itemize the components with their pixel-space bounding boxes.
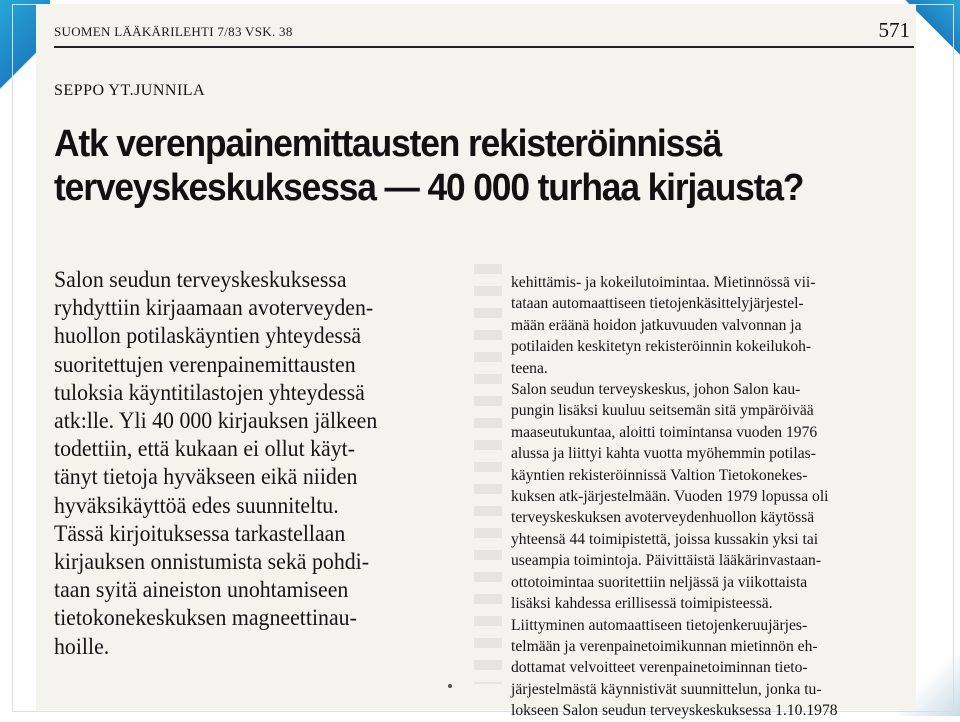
journal-header: SUOMEN LÄÄKÄRILEHTI 7/83 VSK. 38 bbox=[54, 24, 293, 39]
body-line: ottotoimintaa suoritettiin neljässä ja viikottaista bbox=[511, 573, 808, 591]
lead-line: kirjauksen onnistumista sekä pohdi- bbox=[54, 549, 370, 576]
body-line: useampia toimintoja. Päivittäistä lääkärinvastaan- bbox=[511, 552, 822, 570]
lead-line: atk:lle. Yli 40 000 kirjauksen jälkeen bbox=[54, 408, 378, 435]
body-line: dottamat velvoitteet verenpainetoiminnan tieto- bbox=[511, 659, 808, 677]
lead-line: todettiin, että kukaan ei ollut käyt- bbox=[54, 436, 356, 463]
body-line: teena. bbox=[511, 359, 548, 377]
lead-line: hyväksikäyttöä edes suunniteltu. bbox=[54, 492, 339, 519]
body-line: yhteensä 44 toimipistettä, joissa kussakin yksi tai bbox=[511, 530, 819, 548]
lead-line: tietokonekeskuksen magneettinau- bbox=[54, 605, 357, 632]
body-line: terveyskeskuksen avoterveydenhuollon käytössä bbox=[511, 509, 815, 527]
body-line: kuksen atk-järjestelmään. Vuoden 1979 lopussa oli bbox=[511, 488, 829, 506]
body-line: pungin lisäksi kuuluu seitsemän sitä ympäröivää bbox=[511, 402, 814, 420]
article-author: SEPPO YT.JUNNILA bbox=[54, 82, 206, 99]
title-line: terveyskeskuksessa — 40 000 turhaa kirjausta? bbox=[54, 167, 804, 209]
bleed-through-text bbox=[474, 264, 502, 684]
lead-line: Tässä kirjoituksessa tarkastellaan bbox=[54, 520, 346, 547]
scan-speck bbox=[448, 684, 452, 688]
page-number: 571 bbox=[878, 18, 910, 42]
lead-line: taan syitä aineiston unohtamiseen bbox=[54, 577, 349, 604]
body-line: potilaiden keskitetyn rekisteröinnin kokeilukoh- bbox=[511, 338, 812, 356]
body-line: lisäksi kahdessa erillisessä toimipisteessä. bbox=[511, 595, 773, 613]
body-line: Liittyminen automaattiseen tietojenkeruujärjes- bbox=[511, 616, 808, 634]
lead-line: tuloksia käyntitilastojen yhteydessä bbox=[54, 379, 365, 406]
lead-line: tänyt tietoja hyväkseen eikä niiden bbox=[54, 464, 358, 491]
article-body-column bbox=[511, 272, 911, 722]
scanned-article-page bbox=[36, 4, 916, 720]
article-lead bbox=[54, 266, 445, 661]
title-line: Atk verenpainemittausten rekisteröinnissä bbox=[54, 123, 722, 165]
article-title bbox=[54, 122, 854, 210]
body-line: kehittämis- ja kokeilutoimintaa. Mietinnössä vii- bbox=[511, 274, 816, 291]
lead-line: hoille. bbox=[54, 633, 110, 660]
body-line: alussa ja liittyi kahta vuotta myöhemmin potilas- bbox=[511, 445, 816, 463]
body-line: mään eräänä hoidon jatkuvuuden valvonnan ja bbox=[511, 316, 802, 334]
body-line: tataan automaattiseen tietojenkäsittelyjärjestel- bbox=[511, 295, 804, 313]
body-line: Salon seudun terveyskeskus, johon Salon kau- bbox=[511, 381, 801, 399]
lead-line: Salon seudun terveyskeskuksessa bbox=[54, 267, 347, 293]
body-line: telmään ja verenpainetoimikunnan mietinnön eh- bbox=[511, 637, 818, 655]
body-line: lokseen Salon seudun terveyskeskuksessa 1.10.1978 bbox=[511, 702, 838, 720]
lead-line: huollon potilaskäyntien yhteydessä bbox=[54, 323, 362, 350]
body-line: järjestelmästä käynnistivät suunnittelun, jonka tu- bbox=[511, 680, 822, 698]
lead-line: ryhdyttiin kirjaamaan avoterveyden- bbox=[54, 295, 374, 322]
body-line: käyntien rekisteröinnissä Valtion Tietokonekes- bbox=[511, 466, 808, 484]
body-line: maaseutukuntaa, aloitti toimintansa vuoden 1976 bbox=[511, 423, 818, 441]
header-rule bbox=[54, 46, 914, 48]
lead-line: suoritettujen verenpainemittausten bbox=[54, 351, 356, 378]
